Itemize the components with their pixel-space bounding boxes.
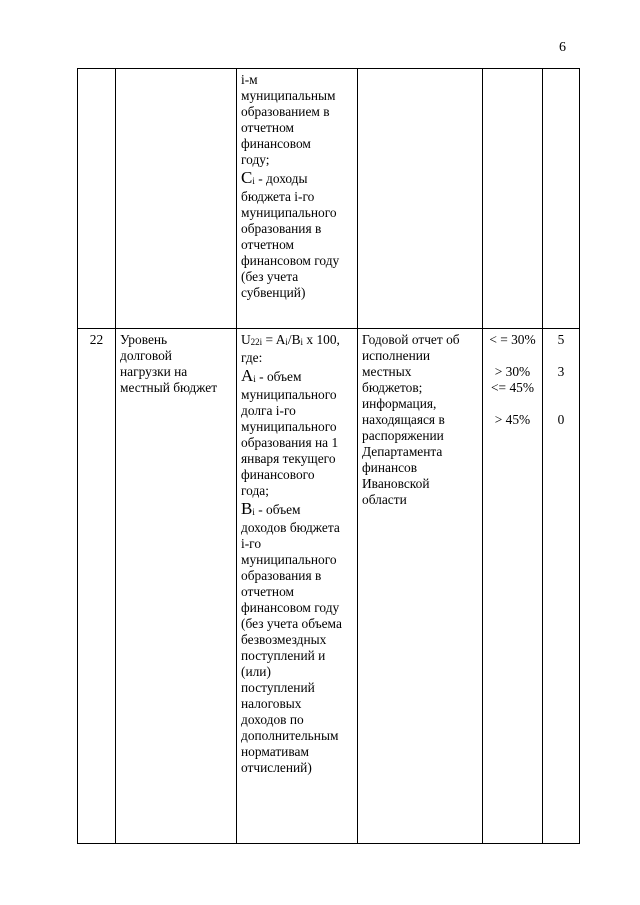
variable-c-subscript: i (252, 176, 255, 186)
formula-line: отчислений) (241, 760, 312, 775)
criterion-gt-30: > 30% (494, 364, 531, 379)
formula-line: году; (241, 152, 270, 167)
formula-line: муниципальным (241, 88, 336, 103)
formula-line: отчетном (241, 120, 294, 135)
formula-line: доходов бюджета (241, 520, 340, 535)
formula-line: поступлений (241, 680, 315, 695)
formula-line: (без учета объема (241, 616, 342, 631)
variable-b-subscript: i (252, 507, 255, 517)
score-spacer (547, 348, 575, 364)
formula-a-subscript: i (285, 337, 288, 347)
variable-c-text: - доходы (254, 171, 308, 186)
variable-a-symbol: A (241, 366, 254, 385)
formula-part: = A (262, 332, 286, 347)
formula-u-subscript: 22i (250, 337, 263, 347)
formula-line: года; (241, 483, 269, 498)
table-row-22 (78, 329, 580, 844)
criterion-le-45: <= 45% (491, 380, 534, 395)
variable-b-text: - объем (254, 502, 301, 517)
source-line: бюджетов; (362, 380, 423, 395)
formula-line: января текущего (241, 451, 336, 466)
formula-line: финансовом (241, 136, 311, 151)
variable-a-subscript: i (253, 374, 256, 384)
formula-line: отчетном (241, 584, 294, 599)
formula-part: /B (287, 332, 301, 347)
formula-b-subscript: i (300, 337, 304, 347)
formula-line: (без учета (241, 269, 299, 284)
formula-line: поступлений и (241, 648, 326, 663)
formula-line: (или) (241, 664, 271, 679)
page-number: 6 (559, 40, 566, 55)
source-line: Департамента (362, 444, 443, 459)
formula-line: i-го (241, 536, 262, 551)
cell-name-empty (116, 69, 237, 329)
formula-line: где: (241, 350, 263, 365)
cell-criteria-empty (483, 69, 543, 329)
variable-a-text: - объем (255, 369, 302, 384)
source-line: находящаяся в (362, 412, 445, 427)
score-0: 0 (557, 412, 565, 427)
formula-line: финансовом году (241, 600, 340, 615)
formula-line: безвозмездных (241, 632, 327, 647)
formula-line: доходов по (241, 712, 304, 727)
formula-line: финансовом году (241, 253, 340, 268)
table-row-continuation (78, 69, 580, 329)
variable-c-definition (241, 170, 353, 189)
variable-a-definition (241, 368, 353, 387)
indicator-name-line: Уровень (120, 332, 168, 347)
source-line: исполнении (362, 348, 431, 363)
formula-part: x 100, (303, 332, 340, 347)
score-spacer (547, 380, 575, 396)
score-spacer (547, 396, 575, 412)
formula-line: муниципального (241, 387, 337, 402)
formula-u: U (241, 332, 251, 347)
indicator-table (77, 68, 580, 844)
formula-line: дополнительным (241, 728, 339, 743)
score-3: 3 (557, 364, 565, 379)
source-line: информация, (362, 396, 437, 411)
formula-line: образованием в (241, 104, 330, 119)
formula-line: образования на 1 (241, 435, 339, 450)
source-line: распоряжении (362, 428, 444, 443)
indicator-name-line: местный бюджет (120, 380, 218, 395)
source-line: местных (362, 364, 412, 379)
cell-row-number: 22 (78, 329, 116, 844)
source-line: области (362, 492, 407, 507)
formula-main (241, 332, 353, 350)
cell-num-empty (78, 69, 116, 329)
criterion-le-30: < = 30% (489, 332, 536, 347)
indicator-name-line: нагрузки на (120, 364, 188, 379)
variable-c-symbol: C (241, 168, 253, 187)
cell-formula-continuation (237, 69, 358, 329)
cell-scores (543, 329, 580, 844)
cell-criteria (483, 329, 543, 844)
cell-formula (237, 329, 358, 844)
formula-line: i-м (241, 72, 258, 87)
cell-data-source (358, 329, 483, 844)
formula-line: субвенций) (241, 285, 306, 300)
formula-line: образования в (241, 221, 322, 236)
cell-source-empty (358, 69, 483, 329)
formula-line: отчетном (241, 237, 294, 252)
formula-line: муниципального (241, 205, 337, 220)
formula-line: долга i-го (241, 403, 296, 418)
source-line: финансов (362, 460, 418, 475)
formula-line: финансового (241, 467, 315, 482)
formula-line: налоговых (241, 696, 302, 711)
cell-score-empty (543, 69, 580, 329)
formula-line: муниципального (241, 419, 337, 434)
variable-b-definition (241, 501, 353, 520)
criteria-spacer (487, 348, 538, 364)
source-line: Годовой отчет об (362, 332, 460, 347)
formula-line: образования в (241, 568, 322, 583)
cell-indicator-name (116, 329, 237, 844)
source-line: Ивановской (362, 476, 430, 491)
indicator-name-line: долговой (120, 348, 172, 363)
formula-line: нормативам (241, 744, 309, 759)
variable-b-symbol: B (241, 499, 253, 518)
criterion-gt-45: > 45% (494, 412, 531, 427)
formula-line: муниципального (241, 552, 337, 567)
criteria-spacer (487, 396, 538, 412)
score-5: 5 (557, 332, 565, 347)
formula-line: бюджета i-го (241, 189, 315, 204)
